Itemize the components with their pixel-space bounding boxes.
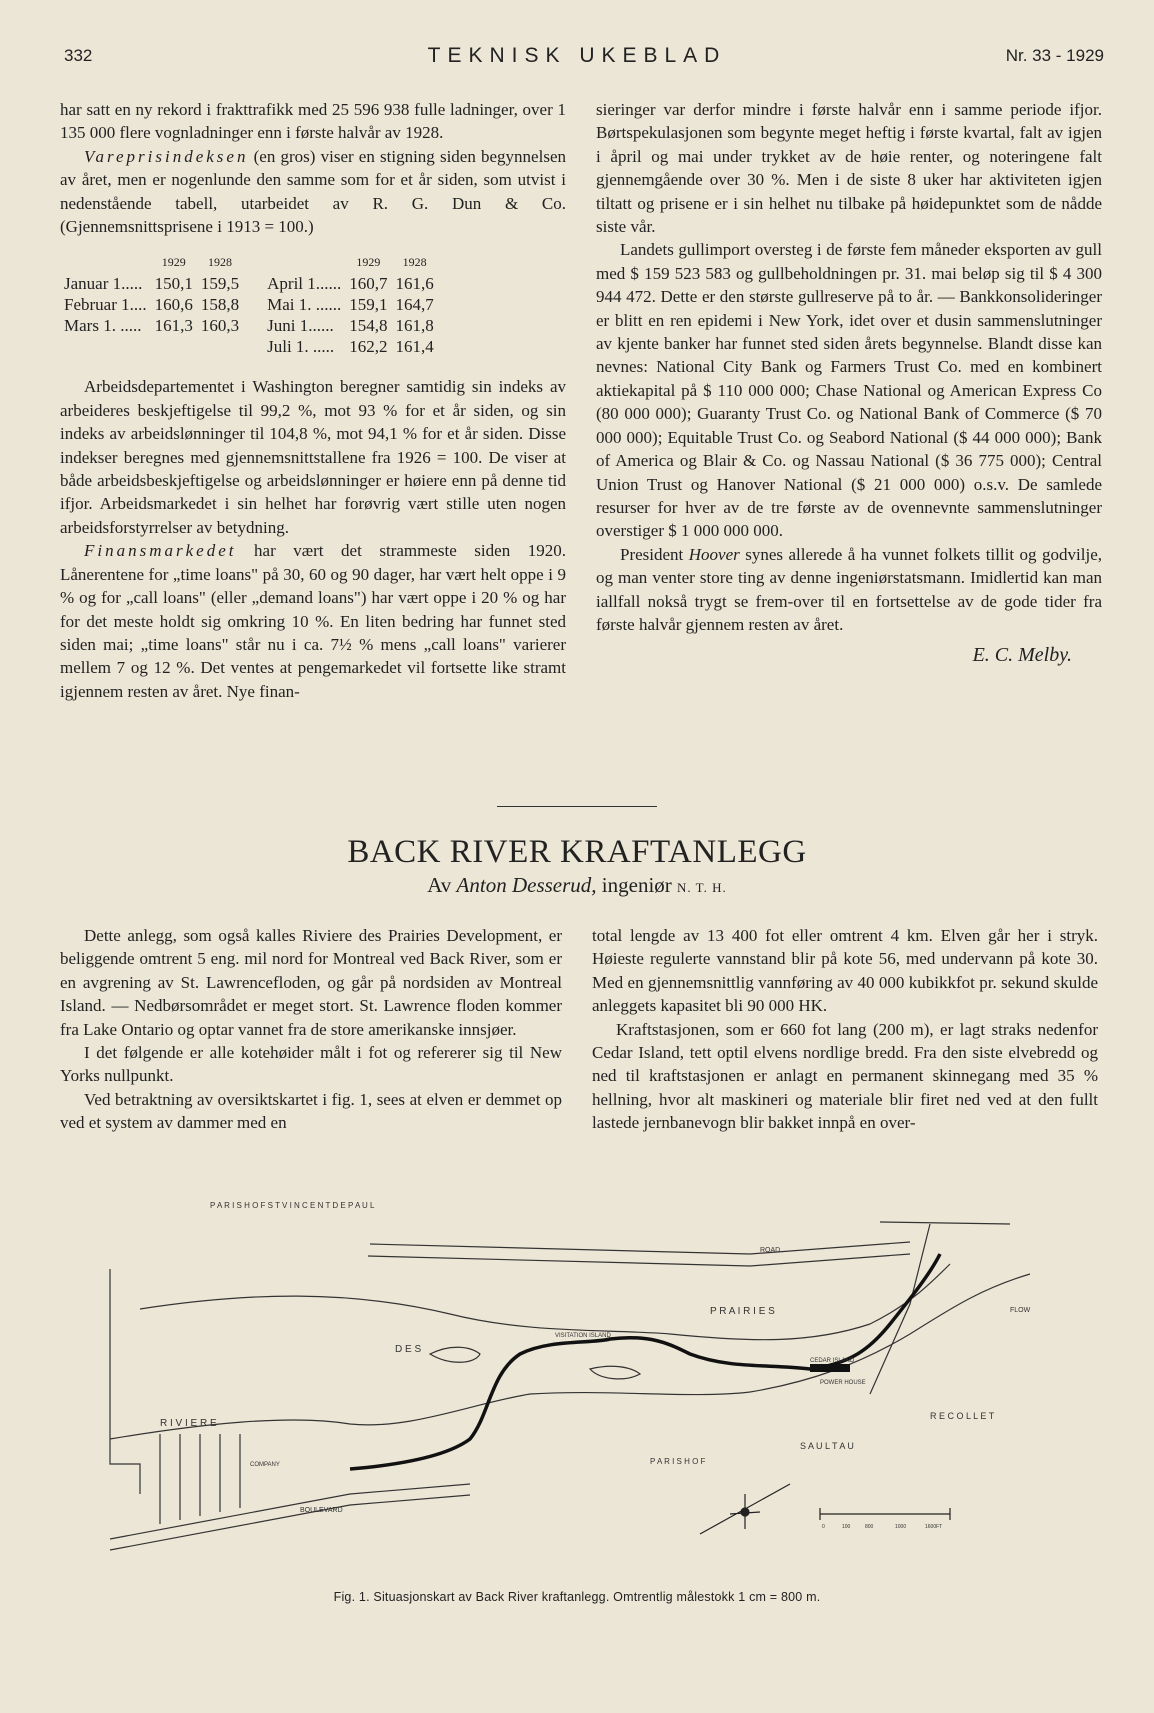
map-label: S A U L T A U bbox=[800, 1441, 854, 1451]
power-house-marker bbox=[810, 1364, 850, 1372]
article1-right-column bbox=[596, 98, 1102, 668]
article-title: BACK RIVER KRAFTANLEGG bbox=[347, 834, 807, 870]
boulevard-line bbox=[110, 1484, 470, 1539]
map-label: BOULEVARD bbox=[300, 1507, 343, 1514]
journal-title: TEKNISK UKEBLAD bbox=[427, 44, 727, 67]
table-row: Januar 1..... 150,1 159,5 April 1...... 160,7 161,6 bbox=[64, 274, 434, 294]
lead-term: Vareprisindeksen bbox=[84, 146, 249, 166]
paragraph: Vareprisindeksen (en gros) viser en stigning siden begynnelsen av året, men er nogenlunde den samme som for et år siden, som utvist i nedenstående tabell, utarbeidet av R. G. Dun & Co. (Gjennemsnittsprisene i 1913 = 100.) bbox=[60, 146, 566, 237]
paragraph: sieringer var derfor mindre i første halvår enn i samme periode ifjor. Børtspekulasjonen som begynte meget heftig i første kvartal, falt av igjen i åpril og mai under trykket av de høie renter, og noteringene falt gjennemgående over 30 %. Men i de siste 8 uker har aktiviteten igjen tiltatt og prisene er i sin helhet nu tilbake på høidepunktet som de nådde siste vår. bbox=[596, 100, 1102, 237]
article2-left-column bbox=[60, 924, 562, 1135]
article1-left-column bbox=[60, 98, 566, 703]
paragraph: total lengde av 13 400 fot eller omtrent 4 km. Elven går her i stryk. Høieste regulerte vannstand blir på kote 56, med undervann på kote 30. Med en gjennemsnittlig vannføring av 40 000 kubikkfot pr. sekund skulde anleggets kapasitet bli 90 000 HK. bbox=[592, 926, 1098, 1016]
map-label: CEDAR ISLAND bbox=[810, 1358, 855, 1364]
table-header-row: 1929 1928 1929 1928 bbox=[161, 255, 427, 270]
island bbox=[430, 1347, 480, 1362]
page-number: 332 bbox=[64, 46, 93, 65]
paragraph: Landets gullimport oversteg i de første fem måneder eksporten av gull med $ 159 523 583 og gullbeholdningen pr. 31. mai beløp sig til $ 4 300 944 472. Dette er den største gullreserve på to år. — Bankkonsolideringer er blitt en ren epidemi i New York, idet over et dusin sammenslutninger av kjente banker har funnet sted siden årets begynnelse. Blandt disse kan nevnes: National City Bank og Farmers Trust Co. med en kombinert aktiekapital på $ 110 000 000; Chase National og American Express Co (80 000 000); Guaranty Trust Co. og National Bank of Commerce ($ 70 000 000); Equitable Trust Co. og Seabord National ($ 44 000 000); Bank of America og Blair & Co. og Nassau National ($ 36 775 000); Central Union Trust og Hanover National ($ 21 000 000) o.s.v. De samlede resurser for hver av de tre første av de ovennevnte sammenslutninger overstiger $ 1 000 000 000. bbox=[596, 240, 1102, 541]
scale-label: 0 bbox=[822, 1524, 825, 1530]
boulevard-line bbox=[110, 1495, 470, 1550]
scale-label: 100 bbox=[842, 1524, 851, 1530]
paragraph: Arbeidsdepartementet i Washington beregner samtidig sin indeks av arbeideres beskjeftigelse til 99,2 %, mot 93 % for et år siden, og sin indeks av arbeidslønninger til 104,8 %, mot 94,1 % for et år siden. Disse indekser beregnes med gjennemsnittstallene fra 1926 = 100. De viser at både arbeidsbeskjeftigelse og arbeidslønninger er høiere enn på denne tid ifjor. Arbeidsmarkedet i sin helhet har forøvrig vært stille uten nogen arbeidsforstyrrelser av betydning. bbox=[60, 377, 566, 537]
table-row: Juli 1. ..... 162,2 161,4 bbox=[267, 337, 434, 357]
table-row: Februar 1.... 160,6 158,8 Mai 1. ...... 159,1 164,7 bbox=[64, 295, 434, 315]
paragraph: Dette anlegg, som også kalles Riviere des Prairies Development, er beliggende omtrent 5 eng. mil nord for Montreal ved Back River, som er en avgrening av St. Lawrencefloden, og går på nordsiden av Montreal Island. — Nedbørsområdet er meget stort. St. Lawrence floden kommer fra Lake Ontario og optar vannet fra de store amerikanske innsjøer. bbox=[60, 926, 562, 1039]
table-row: Mars 1. ..... 161,3 160,3 Juni 1...... 154,8 161,8 bbox=[64, 316, 434, 336]
map-border bbox=[110, 1269, 140, 1494]
island bbox=[590, 1366, 640, 1379]
byline: Av Anton Desserud, ingeniør N. T. H. bbox=[427, 873, 727, 897]
price-index-table bbox=[60, 252, 438, 357]
paragraph: Ved betraktning av oversiktskartet i fig. 1, sees at elven er demmet op ved et system av dammer med en bbox=[60, 1089, 562, 1133]
road-line bbox=[370, 1242, 910, 1254]
paragraph: President Hoover synes allerede å ha vunnet folkets tillit og godvilje, og man venter store ting av denne ingeniørstatsmann. Imidlertid kan man iallfall nokså trygt se frem-over til en fortsettelse av de gode tider fra første halvår gjennem resten av året. bbox=[596, 544, 1102, 634]
running-header bbox=[0, 46, 1154, 76]
site-map bbox=[50, 1194, 1110, 1604]
map-label: R I V I E R E bbox=[160, 1418, 217, 1429]
article2-right-column bbox=[592, 924, 1098, 1135]
signature: E. C. Melby. bbox=[972, 644, 1072, 667]
lot-lines bbox=[160, 1434, 240, 1524]
map-label: R E C O L L E T bbox=[930, 1411, 995, 1421]
road-line bbox=[368, 1254, 910, 1266]
scale-label: 1000 bbox=[895, 1524, 907, 1530]
lead-term: Finansmarkedet bbox=[84, 541, 237, 561]
paragraph: I det følgende er alle kotehøider målt i fot og refererer sig til New Yorks nullpunkt. bbox=[60, 1043, 562, 1086]
map-label: P A R I S H O F S T V I N C E N T D E P A U L bbox=[210, 1201, 375, 1210]
map-label: D E S bbox=[395, 1344, 422, 1355]
map-label: FLOW bbox=[1010, 1307, 1031, 1314]
scale-label: 1600FT bbox=[925, 1524, 943, 1530]
map-label: P A R I S H O F bbox=[650, 1457, 706, 1466]
river-south-shore bbox=[110, 1274, 1030, 1439]
paragraph: Kraftstasjonen, som er 660 fot lang (200 m), er lagt straks nedenfor Cedar Island, tett optil elvens nordlige bredd. Fra den siste elvebredd og ned til kraftstasjonen er anlagt en permanent skinnegang med 35 % hellning, hvor alt maskineri og materiale blir firet ned ved at den fullt lastede jernbanevogn blir bakket innpå en over- bbox=[592, 1019, 1098, 1133]
scale-bar bbox=[820, 1508, 950, 1520]
map-label: ROAD bbox=[760, 1247, 781, 1254]
map-label: POWER HOUSE bbox=[820, 1380, 866, 1386]
map-label: P R A I R I E S bbox=[710, 1306, 775, 1317]
river-north-shore bbox=[140, 1264, 950, 1340]
section-divider bbox=[497, 806, 657, 807]
compass-icon bbox=[700, 1484, 790, 1534]
railway-line bbox=[880, 1222, 1010, 1224]
paragraph: har satt en ny rekord i frakttrafikk med 25 596 938 fulle ladninger, over 1 135 000 flere vognladninger enn i første halvår av 1928. bbox=[60, 100, 566, 143]
map-label: COMPANY bbox=[250, 1462, 280, 1468]
paragraph: Finansmarkedet har vært det strammeste siden 1920. Lånerentene for „time loans" på 30, 60 og 90 dager, har vært helt oppe i 9 % og for „call loans" (eller „demand loans") har vært oppe i 20 % og har for det meste holdt sig omkring 10 %. En liten bedring har funnet sted siden mai; „time loans" står nu i ca. 7½ % mens „call loans" varierer mellem 7 og 12 %. Det ventes at pengemarkedet vil fortsette like stramt igjennem resten av året. Nye finan- bbox=[60, 541, 566, 701]
author-name: Anton Desserud, bbox=[456, 873, 597, 897]
map-label: VISITATION ISLAND bbox=[555, 1333, 611, 1339]
scale-label: 800 bbox=[865, 1524, 874, 1530]
figure-caption: Fig. 1. Situasjonskart av Back River kraftanlegg. Omtrentlig målestokk 1 cm = 800 m. bbox=[333, 1590, 821, 1604]
issue-number: Nr. 33 - 1929 bbox=[1005, 46, 1104, 65]
